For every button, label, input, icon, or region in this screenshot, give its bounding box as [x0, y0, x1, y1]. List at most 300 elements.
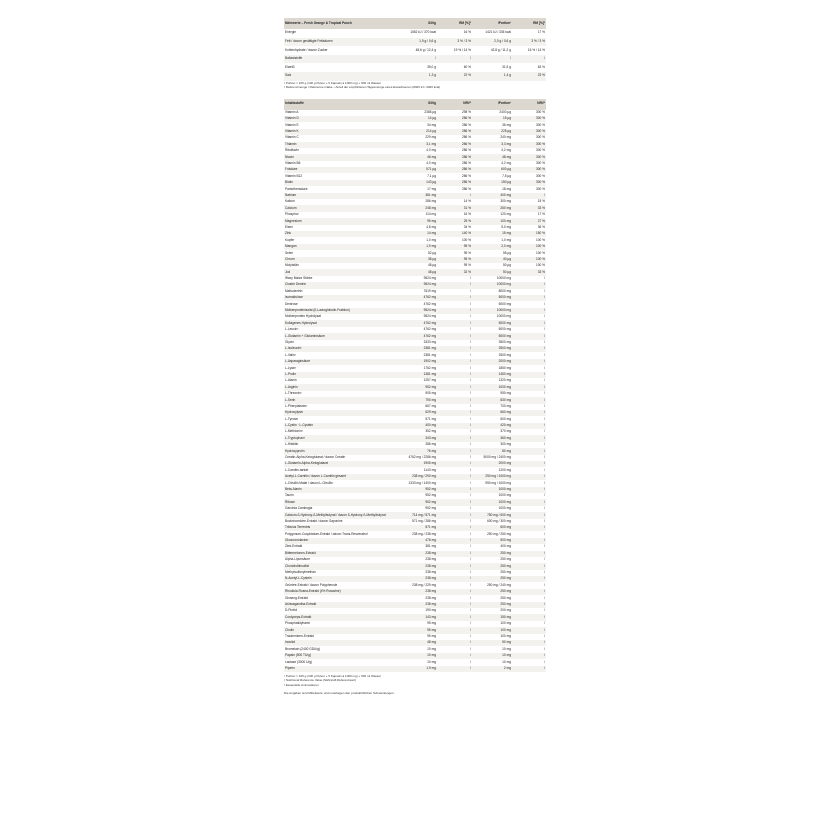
row-label: Zink	[284, 231, 400, 237]
row-value: 16 % / 14 %	[527, 47, 545, 52]
row-value: 36 %	[537, 224, 545, 229]
row-value: 629 mg	[400, 410, 437, 416]
row-value: 750 mg / 600 mg	[472, 512, 512, 518]
row-value: /	[437, 499, 472, 505]
table-row	[284, 46, 546, 55]
row-value: /	[437, 474, 472, 480]
row-value: 34 %	[463, 224, 471, 229]
footnote: ³ Essentielle Aminosäuren	[284, 682, 319, 687]
row-value: 100 %	[535, 263, 545, 268]
row-label: N-Acetyl-L-Cystein	[284, 576, 400, 582]
row-label: L-Asparaginsäure	[284, 359, 400, 365]
row-value: /	[544, 531, 545, 536]
row-label: Vitamin B12	[285, 173, 303, 178]
row-value: /	[470, 518, 471, 523]
row-value: 225 µg	[472, 129, 512, 135]
row-value: /	[470, 288, 471, 293]
row-label: Taurin	[285, 493, 294, 498]
row-value: 4762 mg	[400, 320, 437, 326]
row-value: 571 mg	[400, 525, 437, 531]
row-value: 14 µg	[400, 116, 437, 122]
row-value: 250 mg / 1000 mg	[472, 474, 512, 480]
row-value: 10 mg	[400, 653, 437, 659]
row-value: /	[437, 423, 472, 429]
row-label: Grüntee-Extrakt / davon Polyphenole	[285, 582, 338, 587]
row-value: /	[512, 589, 546, 595]
row-value: 600 mg	[472, 525, 512, 531]
row-value: 1,9 g / 0,6 g	[400, 38, 437, 47]
row-value: /	[544, 403, 545, 408]
row-value: /	[512, 333, 546, 339]
row-value: 352 mg	[425, 429, 436, 434]
row-value: 952 mg	[400, 499, 437, 505]
row-label: L-Serin	[284, 397, 400, 403]
row-value: 5000 mg	[472, 320, 512, 326]
table-row	[284, 666, 546, 672]
row-value: 55 µg	[502, 250, 511, 255]
row-value: /	[544, 455, 545, 460]
row-label: L-Glutamin + Glutaminsäure	[284, 333, 400, 339]
table-row	[284, 63, 546, 72]
ingredients-body	[284, 110, 546, 672]
row-value: /	[544, 314, 545, 319]
row-value: /	[512, 320, 546, 326]
row-value: 1,0 mg	[426, 237, 436, 242]
row-value: /	[544, 429, 545, 434]
footnote: ² Nutritional Reference Value (Nährstoff-Referenzwert)	[284, 678, 357, 683]
row-value: 1,9 mg	[400, 244, 437, 250]
row-value: 48 mg	[472, 154, 512, 160]
row-value: /	[437, 589, 472, 595]
row-value: 250 mg	[472, 576, 512, 582]
row-value: 300 mg	[500, 442, 511, 447]
header-cell: RM [%]²	[512, 18, 546, 29]
row-label: Ashwagandha-Extrakt	[284, 602, 400, 608]
row-value: 10000 mg	[496, 276, 511, 281]
row-value: 27 %	[512, 218, 546, 224]
row-label: D-Pinitol	[285, 608, 298, 613]
row-value: 48 µg	[400, 269, 437, 275]
row-value: 2386 µg	[424, 109, 436, 114]
row-value: 2381 mg	[400, 346, 437, 352]
row-value: 400 mg	[400, 423, 437, 429]
row-value: /	[470, 531, 471, 536]
header-cell: /Portion¹	[472, 18, 512, 29]
row-value: 50 µg	[502, 263, 511, 268]
row-value: 2500 mg	[472, 346, 512, 352]
row-value: 952 mg	[400, 384, 437, 390]
row-label: Phosphor	[285, 212, 299, 217]
row-value: /	[544, 544, 545, 549]
row-value: 343 mg	[400, 435, 437, 441]
row-value: 360 mg	[472, 435, 512, 441]
row-value: /	[544, 391, 545, 396]
row-value: 76 mg	[400, 448, 437, 454]
row-value: 300 %	[512, 167, 546, 173]
row-label: Vitamin D	[284, 116, 400, 122]
row-value: 286 %	[437, 180, 472, 186]
row-value: 286 %	[461, 148, 471, 153]
row-value: 950 mg	[500, 391, 511, 396]
row-label: Pantothensäure	[285, 186, 308, 191]
row-value: /	[512, 448, 546, 454]
row-value: /	[437, 384, 472, 390]
row-label: Magnesium	[284, 218, 400, 224]
row-value: 48,6 g / 12,4 g	[415, 47, 436, 52]
row-value: /	[512, 538, 546, 544]
row-label: Folsäure	[284, 167, 400, 173]
row-value: 1,0 mg	[501, 237, 511, 242]
row-value: 250 mg	[500, 557, 511, 562]
row-value: 214 µg	[400, 129, 437, 135]
row-value: /	[470, 314, 471, 319]
row-value: /	[470, 621, 471, 626]
row-value: 260 mg	[472, 205, 512, 211]
row-label: Natrium	[284, 193, 400, 199]
row-value: 95 mg	[400, 627, 437, 633]
row-value: /	[544, 570, 545, 575]
row-label: Cordyceps-Extrakt	[284, 614, 400, 620]
row-value: 150 mg	[472, 614, 512, 620]
row-label: Maltodextrin	[285, 288, 303, 293]
row-value: /	[544, 276, 545, 281]
row-label: Eiweiß	[285, 64, 295, 69]
row-value: /	[470, 467, 471, 472]
row-value: /	[437, 576, 472, 582]
row-label: Tribulus Terrestris	[284, 525, 400, 531]
row-value: /	[470, 352, 471, 357]
row-label: L-Threonin³	[285, 391, 302, 396]
row-value: 238 mg / 238 mg	[412, 531, 436, 536]
row-value: 286 %	[437, 116, 472, 122]
row-value: 3333 mg	[423, 339, 436, 344]
row-value: 1320 mg	[498, 378, 511, 383]
row-value: 286 %	[437, 167, 472, 173]
row-value: /	[544, 518, 545, 523]
row-label: Eisen	[285, 224, 293, 229]
row-value: 300 %	[535, 109, 545, 114]
row-value: 2500 mg	[498, 352, 511, 357]
row-value: 95 %	[437, 244, 472, 250]
row-value: 1333 mg / 1400 mg	[408, 480, 436, 485]
row-value: 238 mg	[400, 551, 437, 557]
row-value: /	[544, 608, 545, 613]
row-value: 300 %	[535, 173, 545, 178]
row-value: /	[437, 372, 472, 378]
row-value: /	[470, 365, 471, 370]
row-label: Creatin-Alpha-Ketoglutarat / davon Creatin	[285, 455, 346, 460]
row-value: /	[512, 423, 546, 429]
row-label: L-Valin³	[285, 352, 296, 357]
row-value: /	[512, 193, 546, 199]
row-value: /	[470, 633, 471, 638]
row-label: Inositol	[284, 640, 400, 646]
row-label: Molybdän	[285, 263, 299, 268]
row-label: L-Leucin³	[285, 327, 299, 332]
row-value: 114 mg	[425, 212, 436, 217]
row-label: Acetyl-L-Carnitin / davon L-Carnitin gesamt	[284, 474, 400, 480]
row-value: /	[437, 640, 472, 646]
row-value: /	[512, 512, 546, 518]
row-value: 7,5 µg	[502, 173, 511, 178]
row-value: 420 mg	[472, 423, 512, 429]
row-value: 250 mg	[472, 551, 512, 557]
row-value: 250 mg	[500, 570, 511, 575]
row-value: /	[437, 525, 472, 531]
row-value: /	[544, 327, 545, 332]
nutrition-document	[284, 18, 546, 695]
row-value: 95 %	[463, 263, 471, 268]
row-value: 7619 mg	[423, 288, 436, 293]
row-value: 1762 mg	[423, 365, 436, 370]
row-value: 600 mg	[500, 416, 511, 421]
row-value: /	[470, 391, 471, 396]
row-value: /	[470, 659, 471, 664]
row-value: /	[470, 276, 471, 281]
row-value: 1000 mg	[472, 499, 512, 505]
row-value: /	[470, 582, 471, 587]
row-value: 238 mg	[425, 595, 436, 600]
row-label: Biotin	[284, 180, 400, 186]
row-label: L-Histidin	[285, 442, 299, 447]
row-value: 4762 mg	[400, 295, 437, 301]
row-value: 80 mg	[472, 448, 512, 454]
row-value: 8000 mg	[498, 288, 511, 293]
row-value: 48 µg	[427, 263, 436, 268]
row-label: Bittermelonen-Extrakt	[284, 551, 400, 557]
row-value: 238 mg	[400, 563, 437, 569]
row-value: /	[512, 499, 546, 505]
row-value: 17 mg	[427, 186, 436, 191]
row-label: Molkenprotein Hydrolysat	[285, 314, 321, 319]
row-value: 31,5 g	[502, 64, 511, 69]
row-label: L-Glutamin-Alpha-Ketoglutarat	[284, 461, 400, 467]
row-label: Kalium	[285, 199, 295, 204]
row-value: 1905 mg	[400, 461, 437, 467]
row-value: /	[512, 640, 546, 646]
row-value: 1450 mg	[472, 372, 512, 378]
row-value: 10 mg	[502, 646, 511, 651]
row-label: Hydroxyprolin	[284, 448, 400, 454]
row-value: 16 %	[463, 212, 471, 217]
row-value: 2381 mg	[423, 352, 436, 357]
nutrition-footnotes	[284, 81, 546, 99]
row-value: /	[544, 288, 545, 293]
row-value: 240 mg	[500, 135, 511, 140]
row-value: 32 %	[437, 269, 472, 275]
row-value: 100 mg	[500, 621, 511, 626]
row-value: 790 mg	[400, 397, 437, 403]
row-value: 4,2 mg	[501, 161, 511, 166]
row-value: /	[512, 551, 546, 557]
row-value: 38 µg	[400, 257, 437, 263]
row-label: Chondroitinsulfat	[284, 563, 400, 569]
row-value: 238 mg / 290 mg	[400, 474, 437, 480]
row-label: L-Carnitin-tartrat	[285, 467, 309, 472]
row-label: Papain (500 TU/g)	[284, 653, 400, 659]
row-label: Piperin	[284, 666, 400, 672]
nutrition-facts-header	[284, 18, 546, 29]
row-label: L-Phenylalanin³	[285, 403, 308, 408]
row-value: /	[470, 570, 471, 575]
row-value: 14 %	[463, 199, 471, 204]
row-value: 19 % / 14 %	[453, 47, 471, 52]
row-label: Traubenkern-Extrakt	[285, 633, 314, 638]
ingredients-header	[284, 99, 546, 110]
row-value: 300 %	[512, 129, 546, 135]
row-value: 571 µg	[400, 167, 437, 173]
row-value: 2,0 g / 0,6 g	[472, 38, 512, 47]
row-value: 17 %	[537, 30, 545, 35]
row-value: /	[437, 55, 472, 64]
row-label: Riboflavin	[285, 148, 299, 153]
row-value: /	[512, 359, 546, 365]
row-value: 286 %	[461, 161, 471, 166]
row-value: 1000 mg	[498, 493, 511, 498]
row-value: 286 %	[437, 129, 472, 135]
row-value: /	[544, 442, 545, 447]
row-value: 2400 µg	[499, 109, 511, 114]
header-cell: RM [%]²	[437, 18, 472, 29]
row-value: 381 mg	[400, 193, 437, 199]
row-value: /	[437, 666, 472, 672]
ingredients-table	[284, 99, 546, 672]
row-value: /	[437, 627, 472, 633]
row-value: 14 mg	[400, 231, 437, 237]
row-label: Salz	[284, 72, 400, 81]
row-value: 250 mg	[472, 563, 512, 569]
row-value: /	[470, 557, 471, 562]
row-value: 35,0 g	[427, 64, 436, 69]
row-value: 200 mg	[500, 608, 511, 613]
row-value: 52 µg	[427, 250, 436, 255]
row-value: 700 mg	[500, 403, 511, 408]
row-value: 300 %	[512, 180, 546, 186]
table-row	[284, 38, 546, 47]
row-value: /	[470, 455, 471, 460]
row-value: 9524 mg	[400, 308, 437, 314]
row-value: 150 %	[512, 231, 546, 237]
row-value: /	[544, 582, 545, 587]
row-value: /	[512, 602, 546, 608]
row-value: 3 % / 3 %	[512, 38, 546, 47]
row-value: 1,3 g	[400, 72, 437, 81]
row-value: /	[470, 506, 471, 511]
row-value: 42,8 g / 11,2 g	[490, 47, 511, 52]
row-value: 100 %	[535, 250, 545, 255]
row-value: 400 mg	[500, 544, 511, 549]
row-value: 4,2 mg	[501, 148, 511, 153]
row-value: 952 mg	[425, 493, 436, 498]
row-value: 238 mg	[425, 557, 436, 562]
row-value: /	[512, 525, 546, 531]
row-value: 140 %	[437, 231, 472, 237]
row-value: 300 %	[512, 154, 546, 160]
row-label: Glycin	[285, 339, 294, 344]
footnote: ² Referenzmenge / Reference intake – Anteil der empfohlenen Tagesmenge eines Erwachsenen (8400 kJ / 2000 kcal)	[284, 85, 441, 90]
row-label: Molkenproteinisolat (ß-Lactoglobulin-Fraktion)	[284, 308, 400, 314]
row-label: Phosphatidylserin	[285, 621, 311, 626]
row-value: /	[470, 416, 471, 421]
row-label: Methylsulfonylmethan	[285, 570, 316, 575]
row-value: 143 mg	[400, 614, 437, 620]
row-label: Isomaltulose	[284, 295, 400, 301]
row-value: /	[512, 461, 546, 467]
row-value: /	[544, 659, 545, 664]
row-value: /	[437, 282, 472, 288]
header-cell: Nährwerte – Fresh Orange & Tropical Punch	[284, 18, 400, 29]
row-value: /	[512, 474, 546, 480]
row-value: 7,1 µg	[427, 173, 436, 178]
table-row	[284, 29, 546, 38]
row-value: 5000 mg	[472, 333, 512, 339]
row-value: 16 %	[463, 30, 471, 35]
row-value: 600 µg	[472, 167, 512, 173]
row-label: Thiamin	[284, 142, 400, 148]
row-label: Vitamin C	[285, 135, 299, 140]
row-value: /	[512, 397, 546, 403]
row-value: 10 mg	[502, 659, 511, 664]
row-value: 1381 mg	[400, 372, 437, 378]
row-label: Rhodiola-Rosea-Extrakt (4% Rosavine)	[284, 589, 400, 595]
row-value: 15 mg	[472, 231, 512, 237]
row-label: Niacin	[284, 154, 400, 160]
row-value: 1902 mg	[400, 359, 437, 365]
row-value: 100 mg	[472, 218, 512, 224]
row-label: Jod	[284, 269, 400, 275]
row-value: 63 %	[537, 64, 545, 69]
row-value: /	[544, 506, 545, 511]
row-value: 4,0 mg	[426, 161, 436, 166]
row-value: /	[437, 602, 472, 608]
row-value: 143 µg	[400, 180, 437, 186]
row-label: Ballaststoffe	[284, 55, 400, 64]
row-value: 5000 mg	[498, 301, 511, 306]
row-value: 95 %	[463, 250, 471, 255]
row-value: /	[544, 378, 545, 383]
row-value: 571 mg	[425, 416, 436, 421]
row-value: /	[437, 397, 472, 403]
row-value: 3,1 mg	[400, 142, 437, 148]
row-value: /	[544, 621, 545, 626]
row-value: 10000 mg	[472, 308, 512, 314]
row-value: 286 %	[461, 186, 471, 191]
row-label: Vitamin A	[285, 109, 299, 114]
row-value: 286 %	[461, 173, 471, 178]
row-value: 15 µg	[472, 116, 512, 122]
row-label: Ribose	[284, 499, 400, 505]
row-value: /	[470, 442, 471, 447]
row-value: 1000 mg	[498, 506, 511, 511]
row-value: 4762 mg	[400, 333, 437, 339]
row-label: Polygonum-Cuspidatum-Extrakt / davon Trans-Resveratrol	[285, 531, 368, 536]
row-label: Cholin	[284, 627, 400, 633]
row-value: 10000 mg	[496, 314, 511, 319]
row-label: Glucuronolacton	[284, 538, 400, 544]
row-value: 25 %	[437, 218, 472, 224]
footnote: ¹ Portion = 105 g (100 g Pulver + 5 Kapseln à 1000 mg) + 500 ml Wasser	[284, 673, 382, 678]
row-value: 2000 mg	[472, 359, 512, 365]
row-value: 17 %	[537, 212, 545, 217]
header-cell: /100g	[400, 18, 437, 29]
row-value: /	[437, 333, 472, 339]
row-value: 238 mg	[400, 589, 437, 595]
row-label: Waxy Maize Stärke	[285, 276, 313, 281]
row-value: 5000 mg	[498, 327, 511, 332]
row-value: 286 %	[461, 135, 471, 140]
row-value: 1552 kJ / 370 kcal	[410, 30, 436, 35]
row-value: 4762 mg	[423, 327, 436, 332]
